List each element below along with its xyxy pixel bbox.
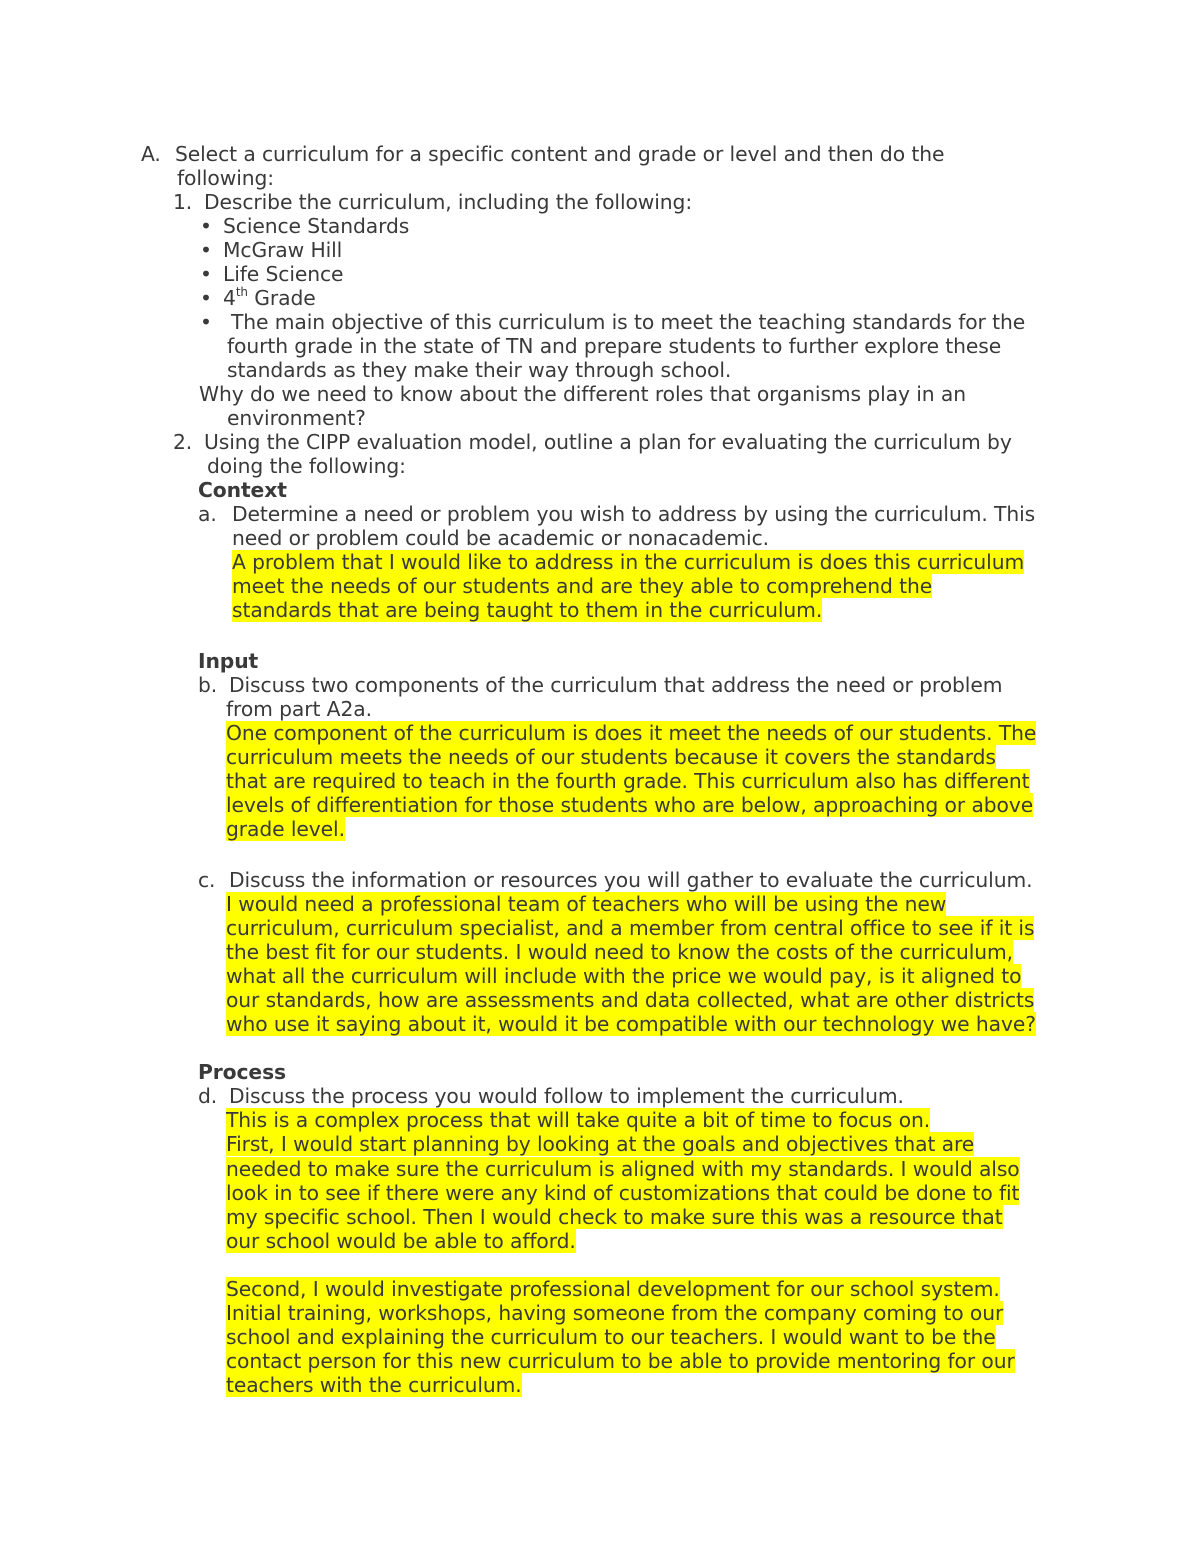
process-answer-1-line-6: our school would be able to afford. <box>226 1229 576 1253</box>
process-heading: Process <box>198 1060 287 1084</box>
why-line-1: Why do we need to know about the different roles that organisms play in an <box>199 382 966 406</box>
bullet-marker: • <box>200 262 212 286</box>
objective-line-2: fourth grade in the state of TN and prepare students to further explore these <box>227 334 1002 358</box>
resources-answer-line-4: what all the curriculum will include with the price we would pay, is it aligned to <box>226 964 1022 988</box>
grade-number: 4 <box>223 286 236 310</box>
bullet-marker: • <box>200 310 212 334</box>
section-a-line-2: following: <box>177 166 275 190</box>
process-answer-1-line-3: needed to make sure the curriculum is aligned with my standards. I would also <box>226 1157 1020 1181</box>
why-line-2: environment? <box>227 406 366 430</box>
process-answer-1-line-1: This is a complex process that will take quite a bit of time to focus on. <box>226 1108 931 1132</box>
input-answer-line-3: that are required to teach in the fourth grade. This curriculum also has different <box>226 769 1030 793</box>
bullet-marker: • <box>200 238 212 262</box>
objective-line-3: standards as they make their way through school. <box>227 358 732 382</box>
item-2-marker: 2. <box>173 430 193 454</box>
grade-suffix: th <box>235 285 248 299</box>
context-heading: Context <box>198 478 287 502</box>
process-answer-2-line-2: Initial training, workshops, having someone from the company coming to our <box>226 1301 1004 1325</box>
context-question-line-2: need or problem could be academic or nonacademic. <box>232 526 769 550</box>
item-1-marker: 1. <box>173 190 193 214</box>
input-question-line-1: Discuss two components of the curriculum that address the need or problem <box>229 673 1003 697</box>
resources-marker: c. <box>198 868 216 892</box>
process-answer-2-line-5: teachers with the curriculum. <box>226 1373 522 1397</box>
process-answer-1-line-5: my specific school. Then I would check to make sure this was a resource that <box>226 1205 1003 1229</box>
bullet-grade <box>223 286 316 310</box>
resources-answer-line-6: who use it saying about it, would it be compatible with our technology we have? <box>226 1012 1036 1036</box>
input-marker: b. <box>198 673 218 697</box>
resources-answer-line-5: our standards, how are assessments and data collected, what are other districts <box>226 988 1035 1012</box>
bullet-marker: • <box>200 214 212 238</box>
context-answer-line-3: standards that are being taught to them in the curriculum. <box>232 598 823 622</box>
resources-answer-line-2: curriculum, curriculum specialist, and a member from central office to see if it is <box>226 916 1035 940</box>
resources-question: Discuss the information or resources you will gather to evaluate the curriculum. <box>229 868 1033 892</box>
bullet-marker: • <box>200 286 212 310</box>
section-a-marker: A. <box>141 142 161 166</box>
resources-answer-line-3: the best fit for our students. I would need to know the costs of the curriculum, <box>226 940 1014 964</box>
process-answer-2-line-4: contact person for this new curriculum to be able to provide mentoring for our <box>226 1349 1015 1373</box>
context-answer-line-2: meet the needs of our students and are they able to comprehend the <box>232 574 933 598</box>
input-heading: Input <box>198 649 259 673</box>
bullet-science-standards: Science Standards <box>223 214 410 238</box>
process-answer-1-line-2: First, I would start planning by looking at the goals and objectives that are <box>226 1132 975 1156</box>
item-1-text: Describe the curriculum, including the following: <box>204 190 693 214</box>
input-answer-line-1: One component of the curriculum is does it meet the needs of our students. The <box>226 721 1037 745</box>
process-answer-2-line-3: school and explaining the curriculum to our teachers. I would want to be the <box>226 1325 996 1349</box>
process-answer-1-line-4: look in to see if there were any kind of customizations that could be done to fit <box>226 1181 1020 1205</box>
bullet-life-science: Life Science <box>223 262 344 286</box>
input-question-line-2: from part A2a. <box>226 697 372 721</box>
process-answer-2-line-1: Second, I would investigate professional development for our school system. <box>226 1277 1000 1301</box>
context-marker: a. <box>198 502 217 526</box>
context-answer-line-1: A problem that I would like to address in the curriculum is does this curriculum <box>232 550 1025 574</box>
objective-line-1: The main objective of this curriculum is to meet the teaching standards for the <box>231 310 1026 334</box>
input-answer-line-5: grade level. <box>226 817 345 841</box>
input-answer-line-4: levels of differentiation for those students who are below, approaching or above <box>226 793 1034 817</box>
resources-answer-line-1: I would need a professional team of teachers who will be using the new <box>226 892 947 916</box>
process-marker: d. <box>198 1084 218 1108</box>
context-question-line-1: Determine a need or problem you wish to address by using the curriculum. This <box>232 502 1036 526</box>
process-question: Discuss the process you would follow to implement the curriculum. <box>229 1084 904 1108</box>
section-a-line-1: Select a curriculum for a specific content and grade or level and then do the <box>175 142 945 166</box>
item-2-line-1: Using the CIPP evaluation model, outline a plan for evaluating the curriculum by <box>204 430 1012 454</box>
bullet-mcgraw-hill: McGraw Hill <box>223 238 343 262</box>
input-answer-line-2: curriculum meets the needs of our students because it covers the standards <box>226 745 996 769</box>
grade-word: Grade <box>254 286 316 310</box>
item-2-line-2: doing the following: <box>207 454 406 478</box>
